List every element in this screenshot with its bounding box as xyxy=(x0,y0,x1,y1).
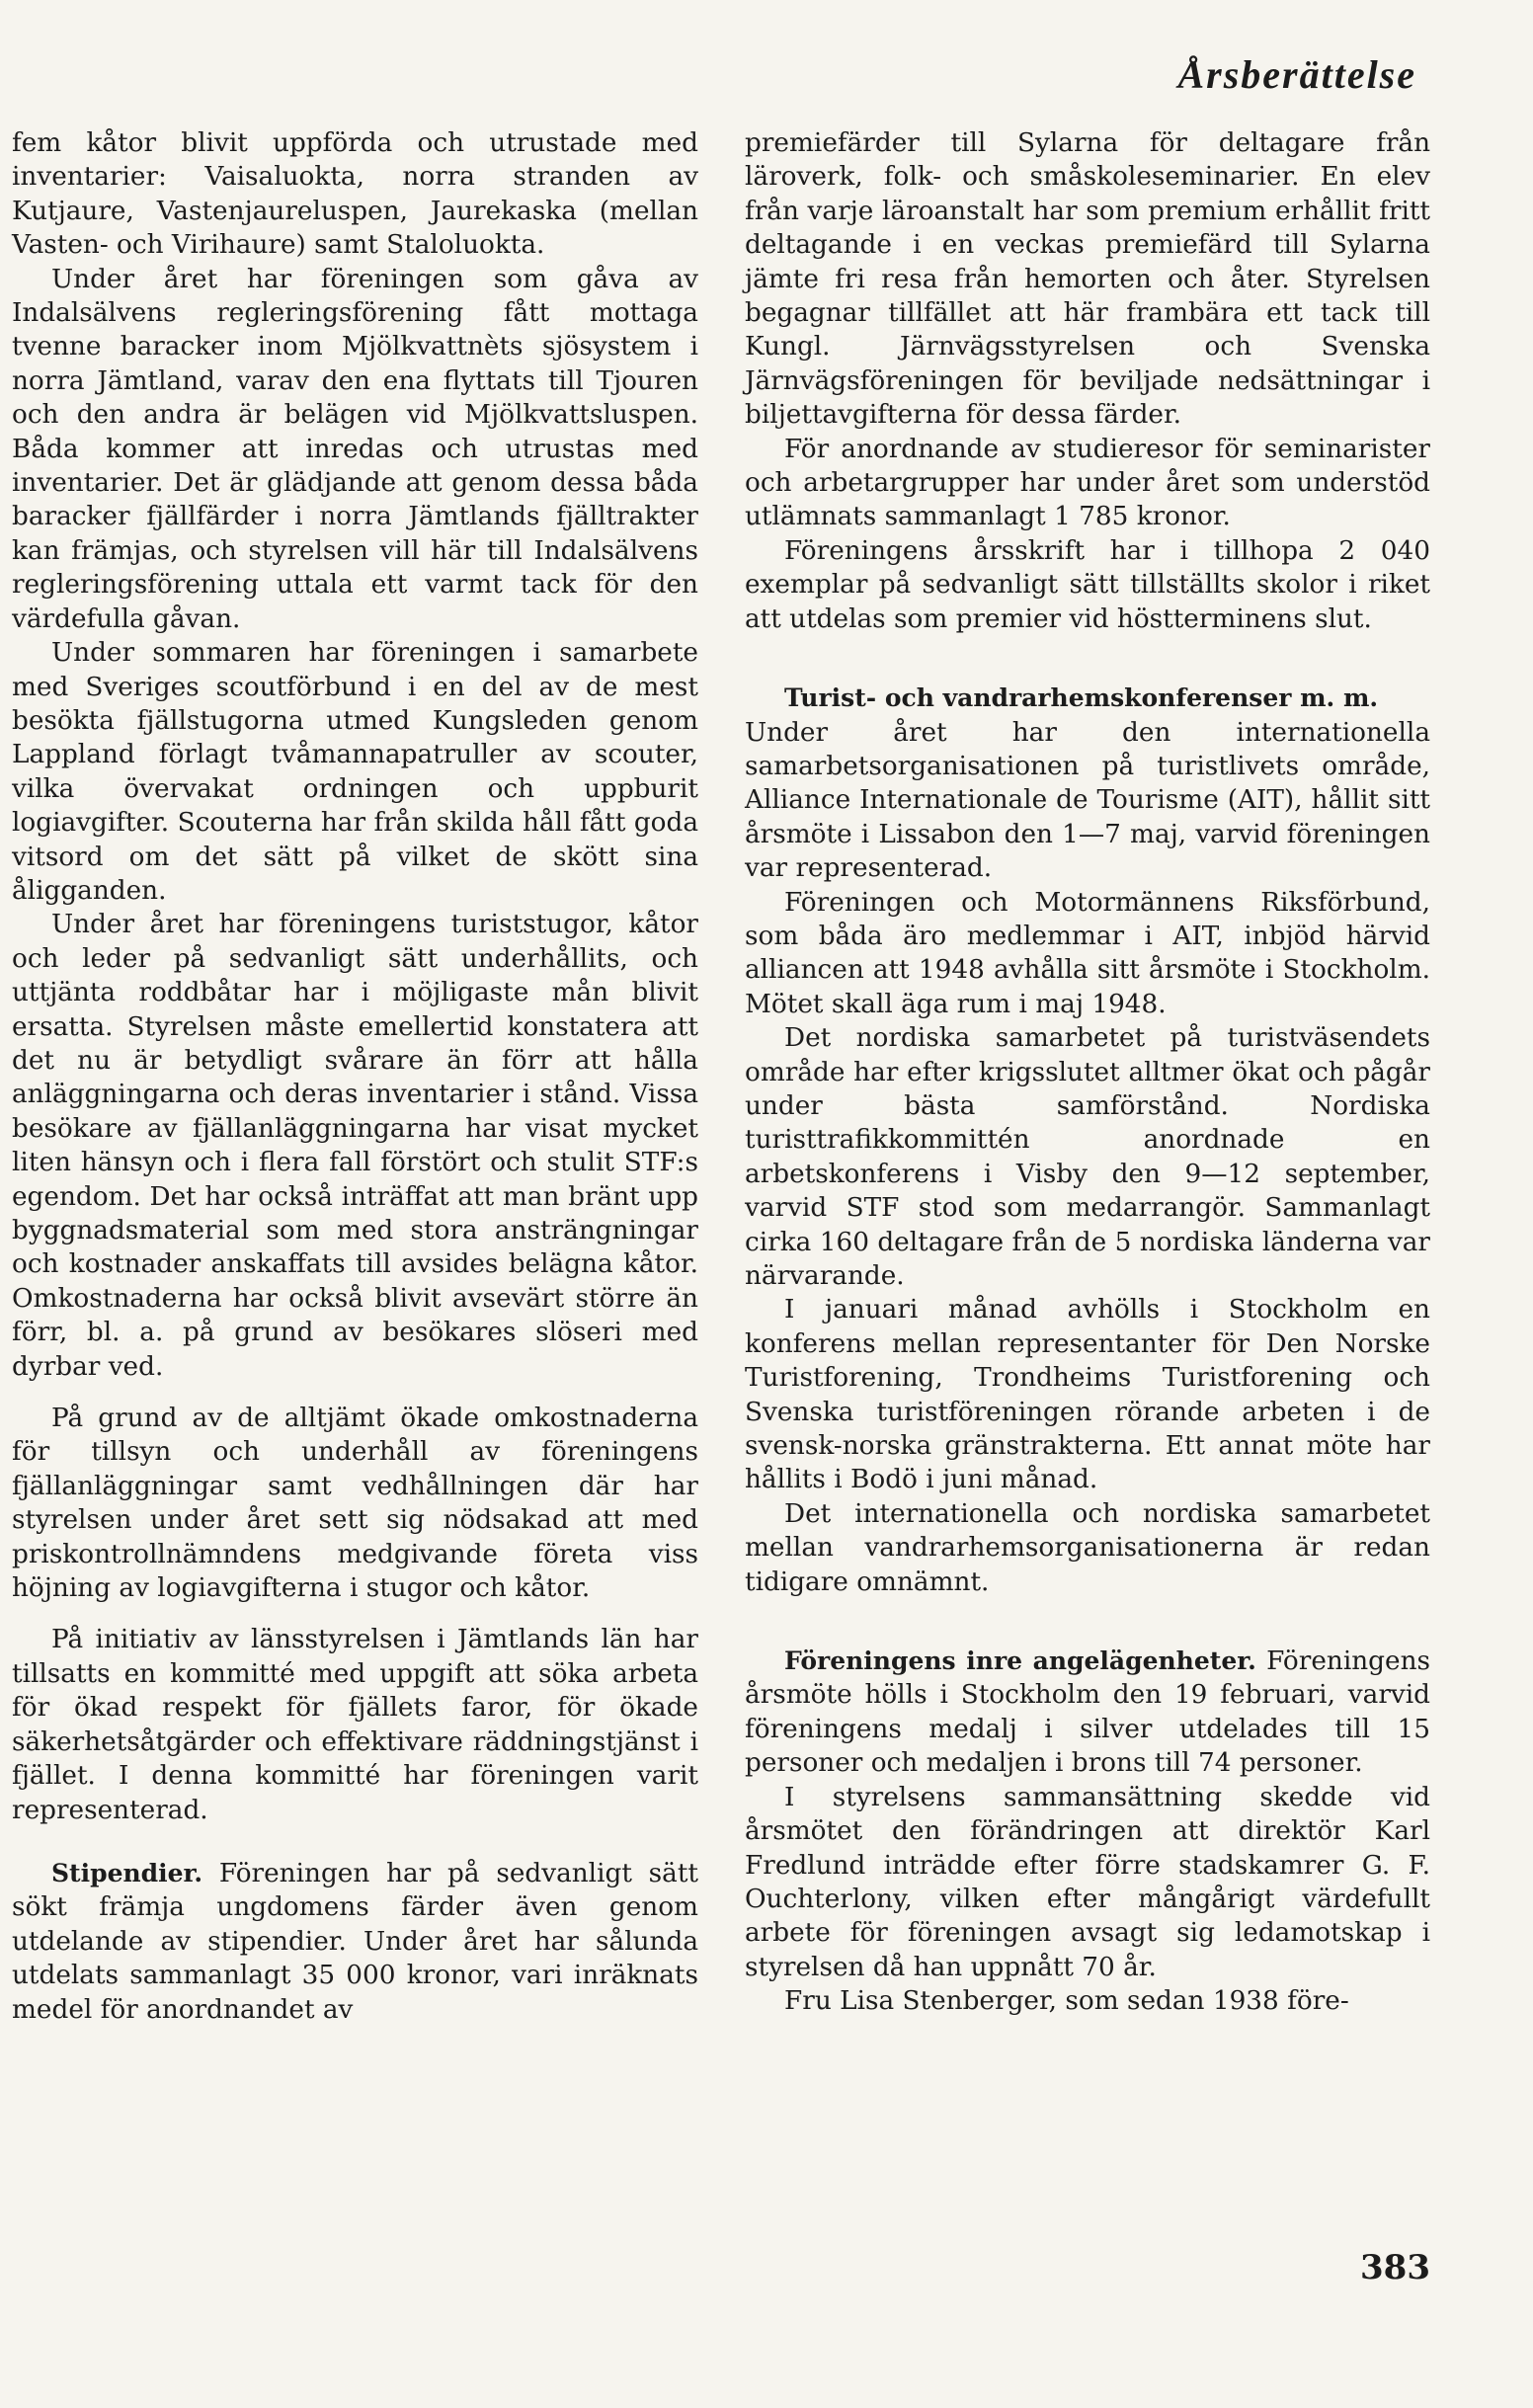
paragraph-vandrarhem: Det internationella och nordiska samarbetet mellan vandrarhemsorganisationerna är redan tidigare omnämnt. xyxy=(745,1498,1430,1597)
section-heading-konferenser xyxy=(745,682,1430,715)
section-heading-konferenser-title: Turist- och vandrarhemskonferenser m. m. xyxy=(784,683,1379,713)
section-heading-stipendier: Stipendier. xyxy=(51,1858,203,1887)
paragraph-stipendier xyxy=(12,1857,698,2027)
paragraph-arsskrift: Föreningens årsskrift har i tillhopa 2 040 exemplar på sedvanligt sätt tillställts skolor i riket att utdelas som premier vid höstterminens slut. xyxy=(745,535,1430,634)
paragraph-kommitte: På initiativ av länsstyrelsen i Jämtlands län har tillsatts en kommitté med uppgift att söka arbeta för ökad respekt för fjällets faror, för ökade säkerhetsåtgärder och effektivare räddningstjänst i fjället. I denna kommitté har föreningen varit representerad. xyxy=(12,1625,698,1825)
right-column xyxy=(745,126,1430,2019)
paragraph-inre-text: Föreningens årsmöte hölls i Stockholm den 19 februari, varvid föreningens medalj i silver utdelades till 15 personer och medaljen i brons till 74 personer. xyxy=(745,1646,1430,1779)
paragraph-styrelsen: I styrelsens sammansättning skedde vid årsmötet den förändringen att direktör Karl Fredlund inträdde efter förre stadskamrer G. F. Ouchterlony, vilken efter mångårigt värdefullt arbete för föreningen avsagt sig ledamotskap i styrelsen då han uppnått 70 år. xyxy=(745,1782,1430,1982)
paragraph-studieresor: För anordnande av studieresor för seminarister och arbetargrupper har under året som understöd utlämnats sammanlagt 1 785 kronor. xyxy=(745,434,1430,532)
paragraph-kator: fem kåtor blivit uppförda och utrustade med inventarier: Vaisaluokta, norra stranden av Kutjaure, Vastenjaureluspen, Jaurekaska (mellan Vasten- och Virihaure) samt Staloluokta. xyxy=(12,128,698,261)
running-head-title: Årsberättelse xyxy=(1177,52,1416,97)
paragraph-scouter: Under sommaren har föreningen i samarbete med Sveriges scoutförbund i en del av de mest besökta fjällstugorna utmed Kungsleden genom Lappland förlagt tvåmannapatruller av scouter, vilka övervakat ordningen och uppburit logiavgifter. Scouterna har från skilda håll fått goda vitsord om det sätt på vilket de skött sina åligganden. xyxy=(12,638,698,906)
paragraph-motormannen: Föreningen och Motormännens Riksförbund, som båda äro medlemmar i AIT, inbjöd härvid alliancen att 1948 avhålla sitt årsmöte i Stockholm. Mötet skall äga rum i maj 1948. xyxy=(745,887,1430,1019)
page-number: 383 xyxy=(1360,2248,1430,2288)
paragraph-baracker: Under året har föreningen som gåva av Indalsälvens regleringsförening fått mottaga tvenne baracker inom Mjölkvattnèts sjösystem i norra Jämtland, varav den ena flyttats till Tjouren och den andra är belägen vid Mjölkvattsluspen. Båda kommer att inredas och utrustas med inventarier. Det är glädjande att genom dessa båda baracker fjällfärder i norra Jämtlands fjälltrakter kan främjas, och styrelsen vill här till Indalsälvens regleringsförening uttala ett varmt tack för den värdefulla gåvan. xyxy=(12,264,698,634)
paragraph-underhall: Under året har föreningens turiststugor, kåtor och leder på sedvanligt sätt underhållits, och uttjänta roddbåtar har i möjligaste mån blivit ersatta. Styrelsen måste emellertid konstatera att det nu är betydligt svårare än förr att hålla anläggningarna och deras inventarier i stånd. Vissa besökare av fjällanläggningarna har visat mycket liten hänsyn och i flera fall förstört och stulit STF:s egendom. Det har också inträffat att man bränt upp byggnadsmaterial som med stora ansträngningar och kostnader anskaffats till avsides belägna kåtor. Omkostnaderna har också blivit avsevärt större än förr, bl. a. på grund av besökares slöseri med dyrbar ved. xyxy=(12,910,698,1382)
paragraph-stenberger: Fru Lisa Stenberger, som sedan 1938 före- xyxy=(784,1986,1349,2017)
paragraph-januari: I januari månad avhölls i Stockholm en konferens mellan representanter för Den Norske Turistforening, Trondheims Turistforening och Svenska turistföreningen rörande arbeten i de svensk-norska gränstrakterna. Ett annat möte har hållits i Bodö i juni månad. xyxy=(745,1295,1430,1495)
paragraph-logiavgifter: På grund av de alltjämt ökade omkostnaderna för tillsyn och underhåll av föreningens fjällanläggningar samt vedhållningen där har styrelsen under året sett sig nödsakad att med priskontrollnämndens medgivande företa viss höjning av logiavgifterna i stugor och kåtor. xyxy=(12,1404,698,1604)
paragraph-nordiska: Det nordiska samarbetet på turistväsendets område har efter krigsslutet alltmer ökat och pågår under bästa samförstånd. Nordiska turisttrafikkommittén anordnade en arbetskonferens i Visby den 9—12 september, varvid STF stod som medarrangör. Sammanlagt cirka 160 deltagare från de 5 nordiska länderna var närvarande. xyxy=(745,1023,1430,1291)
left-column xyxy=(12,126,698,2027)
paragraph-inre-angelagenheter xyxy=(745,1645,1430,1781)
paragraph-ait: Under året har den internationella samarbetsorganisationen på turistlivets område, Alliance Internationale de Tourisme (AIT), hållit sitt årsmöte i Lissabon den 1—7 maj, varvid föreningen var representerad. xyxy=(745,717,1430,884)
section-heading-inre: Föreningens inre angelägenheter. xyxy=(784,1646,1256,1676)
paragraph-premiefarder: premiefärder till Sylarna för deltagare från läroverk, folk- och småskoleseminarier. En elev från varje läroanstalt har som premium erhållit fritt deltagande i en veckas premiefärd till Sylarna jämte fri resa från hemorten och åter. Styrelsen begagnar tillfället att här frambära ett tack till Kungl. Järnvägsstyrelsen och Svenska Järnvägsföreningen för beviljade nedsättningar i biljettavgifterna för dessa färder. xyxy=(745,128,1430,431)
paragraph-stipendier-text: Föreningen har på sedvanligt sätt sökt främja ungdomens färder även genom utdelande av stipendier. Under året har sålunda utdelats sammanlagt 35 000 kronor, vari inräknats medel för anordnandet av xyxy=(12,1858,698,2025)
